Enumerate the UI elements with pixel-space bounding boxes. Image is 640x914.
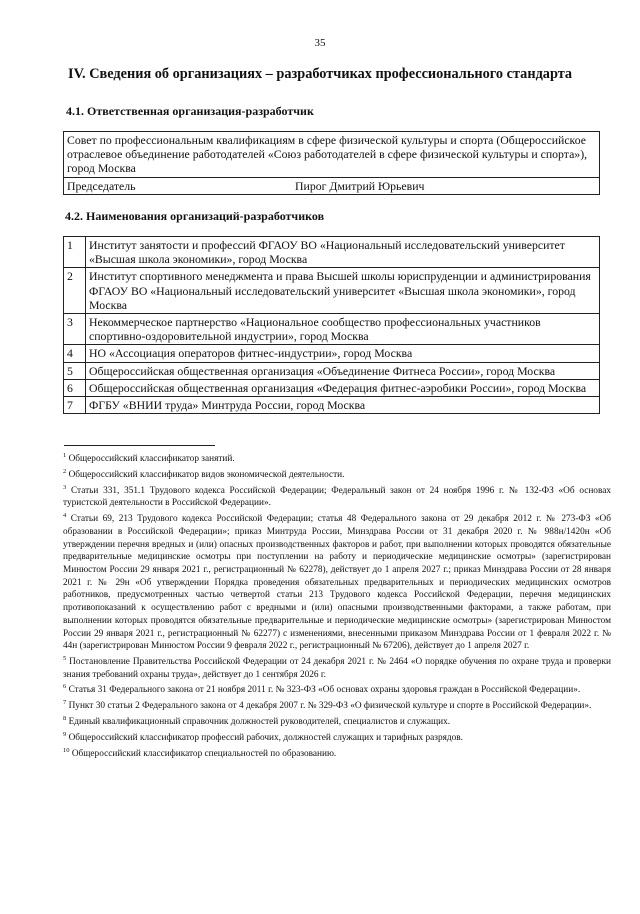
row-number: 5 [64, 362, 86, 379]
row-number: 6 [64, 379, 86, 396]
footnote [63, 510, 611, 653]
table-row [64, 268, 600, 314]
footnote-marker: 9 [63, 730, 67, 738]
footnote-text: Единый квалификационный справочник должностей руководителей, специалистов и служащих. [68, 717, 451, 728]
row-number: 2 [64, 268, 86, 314]
footnote [63, 729, 611, 745]
table-row [64, 379, 600, 396]
footnote-separator [64, 445, 215, 446]
footnote-text: Общероссийский классификатор специальностей по образованию. [71, 748, 337, 759]
table-row [64, 397, 600, 414]
developer-name: ФГБУ «ВНИИ труда» Минтруда России, город Москва [86, 397, 600, 414]
footnote-marker: 7 [63, 699, 67, 707]
row-number: 1 [64, 237, 86, 268]
developer-name: Общероссийская общественная организация «Объединение Фитнеса России», город Москва [86, 362, 600, 379]
footnote-marker: 4 [63, 512, 67, 520]
row-number: 4 [64, 345, 86, 362]
signatory-role: Председатель [67, 178, 136, 193]
footnote-text: Постановление Правительства Российской Федерации от 24 декабря 2021 г. № 2464 «О порядке обучения по охране труда и проверки знания требований охраны труда», действует до 1 сентября 2026 г. [63, 657, 611, 680]
footnote-text: Общероссийский классификатор профессий рабочих, должностей служащих и тарифных разрядов. [68, 732, 463, 743]
table-row [64, 177, 600, 194]
footnote-marker: 3 [63, 483, 67, 491]
footnote-text: Общероссийский классификатор видов экономической деятельности. [68, 469, 345, 480]
developer-name: НО «Ассоциация операторов фитнес-индустрии», город Москва [86, 345, 600, 362]
signatory [67, 179, 596, 193]
footnote-text: Статья 31 Федерального закона от 21 ноября 2011 г. № 323-ФЗ «Об основах охраны здоровья граждан в Российской Федерации». [68, 685, 581, 696]
table-row [64, 362, 600, 379]
footnote [63, 681, 611, 697]
footnote-text: Статьи 69, 213 Трудового кодекса Российской Федерации; статья 48 Федерального закона от 29 декабря 2012 г. № 273-ФЗ «Об образовании в Российской Федерации»; приказ Минтруда России, Минздрава России от 31 декабря 2020 г. № 988н/1420н «Об утверждении перечня вредных и (или) опасных производственных факторов и работ, при выполнении которых проводятся обязательные предварительные медицинские осмотры при поступлении на работу и периодические медицинские осмотры» (зарегистрирован Минюстом России 29 января 2021 г., регистрационный № 62278), действует до 1 апреля 2027 г.; приказ Минздрава России от 28 января 2021 г. № 29н «Об утверждении Порядка проведения обязательных предварительных и периодических медицинских осмотров работников, предусмотренных частью четвертой статьи 213 Трудового кодекса Российской Федерации, перечня медицинских противопоказаний к осуществлению работ с вредными и (или) опасными производственными факторами, а также работам, при выполнении которых проводятся обязательные предварительные и периодические медицинские осмотры» (зарегистрирован Минюстом России 29 января 2021 г., регистрационный № 62277) с изменениями, внесенными приказом Минздрава России от 1 февраля 2022 г. № 44н (зарегистрирован Минюстом России 9 февраля 2022 г., регистрационный № 67206), действует до 1 апреля 2027 г. [63, 514, 611, 652]
footnotes [63, 450, 611, 760]
footnote-marker: 1 [63, 452, 67, 459]
responsible-org-heading: 4.1. Ответственная организация-разработчик [66, 104, 314, 118]
responsible-org-table [63, 131, 600, 195]
page-number: 35 [314, 37, 326, 49]
footnote [63, 745, 611, 761]
footnote [63, 466, 611, 482]
footnote [63, 653, 611, 682]
footnote-marker: 5 [63, 654, 67, 662]
table-row [64, 345, 600, 362]
footnote-marker: 8 [63, 715, 67, 723]
responsible-org-name: Совет по профессиональным квалификациям в сфере физической культуры и спорта (Общероссийское отраслевое объединение работодателей «Союз работодателей в сфере физической культуры и спорта»), город Москва [64, 132, 600, 178]
row-number: 7 [64, 397, 86, 414]
footnote-marker: 10 [63, 746, 70, 754]
developers-heading: 4.2. Наименования организаций-разработчиков [65, 209, 325, 223]
footnote [63, 697, 611, 713]
section-title: IV. Сведения об организациях – разработчиках профессионального стандарта [68, 66, 573, 82]
signatory-name: Пирог Дмитрий Юрьевич [295, 178, 425, 193]
footnote-text: Статьи 331, 351.1 Трудового кодекса Российской Федерации; Федеральный закон от 24 ноября 1996 г. № 132-ФЗ «Об основах туристской деятельности в Российской Федерации». [63, 485, 611, 509]
footnote [63, 482, 611, 511]
table-row [64, 237, 600, 268]
footnote [63, 713, 611, 729]
footnote [63, 450, 611, 466]
row-number: 3 [64, 314, 86, 345]
footnote-marker: 6 [63, 683, 67, 691]
footnote-text: Пункт 30 статьи 2 Федерального закона от 4 декабря 2007 г. № 329-ФЗ «О физической культуре и спорте в Российской Федерации». [68, 701, 592, 712]
table-row [64, 314, 600, 345]
footnote-text: Общероссийский классификатор занятий. [68, 454, 235, 465]
table-row [64, 132, 600, 178]
developer-name: Институт спортивного менеджмента и права Высшей школы юриспруденции и администрирования ФГАОУ ВО «Национальный исследовательский университет «Высшая школа экономики», город Москва [86, 268, 600, 314]
developer-name: Общероссийская общественная организация «Федерация фитнес-аэробики России», город Москва [86, 379, 600, 396]
developer-name: Институт занятости и профессий ФГАОУ ВО «Национальный исследовательский университет «Высшая школа экономики», город Москва [86, 237, 600, 268]
developer-name: Некоммерческое партнерство «Национальное сообщество профессиональных участников спортивно-оздоровительной индустрии», город Москва [86, 314, 600, 345]
developers-table [63, 236, 600, 414]
footnote-marker: 2 [63, 467, 67, 475]
